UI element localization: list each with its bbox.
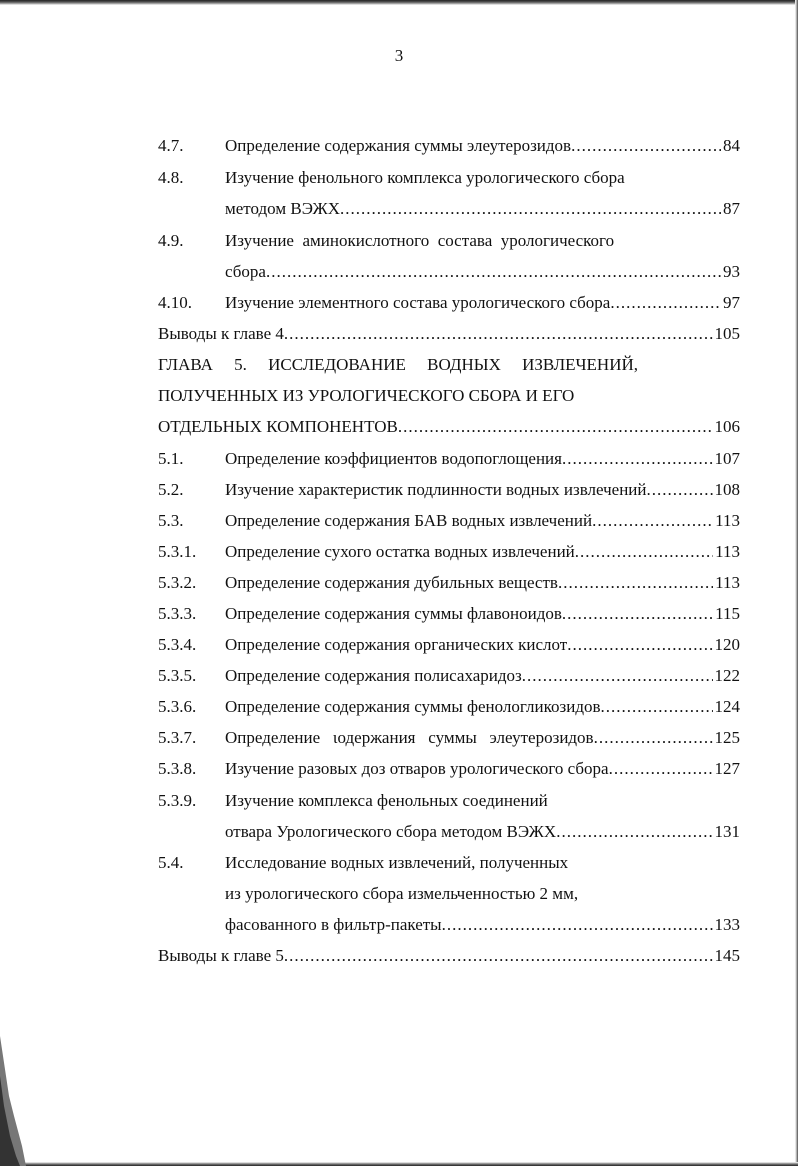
toc-entry-number: 5.3.4. (158, 635, 197, 654)
toc-entry-number: 4.7. (158, 136, 184, 155)
toc-chapter-heading (158, 353, 740, 377)
toc-entry-title: ГЛАВА 5. ИССЛЕДОВАНИЕ ВОДНЫХ ИЗВЛЕЧЕНИЙ, (158, 355, 638, 374)
dot-leader (284, 322, 713, 346)
toc-entry-title: Определение ιодержания суммы элеутерозидов (225, 728, 594, 747)
dot-leader (556, 820, 712, 844)
dot-leader (398, 415, 713, 439)
toc-entry-title: Определение коэффициентов водопоглощения (225, 449, 562, 468)
toc-entry (158, 540, 740, 564)
toc-entry-title: методом ВЭЖХ (225, 199, 340, 218)
toc-entry-number: 5.4. (158, 853, 184, 872)
toc-entry-page: 97 (723, 293, 740, 312)
dot-leader (575, 540, 713, 564)
toc-entry (158, 509, 740, 533)
toc-entry-title: Определение содержания БАВ водных извлечений (225, 511, 593, 530)
toc-entry-number: 4.9. (158, 231, 184, 250)
toc-entry (158, 789, 740, 813)
toc-entry-title: фасованного в фильтр-пакеты (225, 915, 442, 934)
toc-entry-title: Определение содержания органических кислот (225, 635, 568, 654)
toc-entry-continuation (158, 197, 740, 221)
toc-entry-title: Определение содержания суммы элеутерозидов (225, 136, 572, 155)
toc-entry-number: 5.3.9. (158, 791, 197, 810)
toc-entry (158, 166, 740, 190)
toc-entry-title: Изучение элементного состава урологического сбора (225, 293, 611, 312)
toc-entry-title: Определение содержания суммы фенологликозидов (225, 697, 601, 716)
toc-entry-page: 120 (714, 635, 740, 654)
toc-chapter-heading (158, 415, 740, 439)
dot-leader (340, 197, 721, 221)
dot-leader (567, 633, 712, 657)
toc-entry-number: 5.3.3. (158, 604, 197, 623)
toc-entry-number: 5.3.7. (158, 728, 197, 747)
toc-entry (158, 944, 740, 968)
toc-entry-page: 113 (715, 542, 740, 561)
toc-entry-title: Изучение фенольного комплекса урологического сбора (225, 168, 625, 187)
dot-leader (601, 695, 713, 719)
toc-entry-title: ОТДЕЛЬНЫХ КОМПОНЕНТОВ (158, 417, 398, 436)
dot-leader (442, 913, 713, 937)
toc-entry-page: 113 (715, 573, 740, 592)
toc-entry-number: 4.10. (158, 293, 192, 312)
toc-entry-title: Определение содержания дубильных веществ (225, 573, 558, 592)
toc-entry-number: 5.3.2. (158, 573, 197, 592)
toc-entry-page: 105 (714, 324, 740, 343)
toc-entry (158, 322, 740, 346)
toc-entry-page: 125 (714, 728, 740, 747)
toc-entry-title: Определение содержания полисахаридоз (225, 666, 522, 685)
toc-entry (158, 602, 740, 626)
page-number: 3 (394, 46, 404, 65)
dot-leader (284, 944, 713, 968)
dot-leader (592, 509, 713, 533)
toc-entry (158, 571, 740, 595)
toc-entry-title: отвара Урологического сбора методом ВЭЖХ (225, 822, 557, 841)
toc-entry-page: 145 (714, 946, 740, 965)
toc-entry-continuation (158, 820, 740, 844)
toc-entry-page: 127 (714, 759, 740, 778)
toc-entry-page: 107 (714, 449, 740, 468)
toc-entry-page: 84 (723, 136, 740, 155)
toc-entry (158, 229, 740, 253)
dot-leader (610, 291, 721, 315)
toc-entry (158, 695, 740, 719)
toc-entry-number: 5.3.1. (158, 542, 197, 561)
toc-entry (158, 633, 740, 657)
toc-entry-page: 87 (723, 199, 740, 218)
toc-entry-page: 115 (715, 604, 740, 623)
dot-leader (562, 602, 713, 626)
toc-entry-number: 5.3. (158, 511, 184, 530)
toc-entry-title: Изучение комплекса фенольных соединений (225, 791, 548, 810)
toc-entry-title: из урологического сбора измельченностью 2 мм, (225, 884, 579, 903)
toc-entry-page: 113 (715, 511, 740, 530)
toc-entry (158, 851, 740, 875)
dot-leader (647, 478, 713, 502)
toc-entry-number: 4.8. (158, 168, 184, 187)
toc-entry-title: сбора (225, 262, 266, 281)
toc-entry (158, 757, 740, 781)
toc-entry-title: Определение содержания суммы флавоноидов (225, 604, 562, 623)
toc-entry (158, 478, 740, 502)
toc-entry-title: Изучение аминокислотного состава урологического (225, 231, 615, 250)
toc-entry-number: 5.3.5. (158, 666, 197, 685)
toc-entry-page: 108 (714, 480, 740, 499)
toc-entry-page: 124 (714, 697, 740, 716)
toc-entry-title: Изучение разовых доз отваров урологического сбора (225, 759, 609, 778)
toc-entry-title: Выводы к главе 4 (158, 324, 284, 343)
dot-leader (571, 134, 721, 158)
toc-entry (158, 291, 740, 315)
dot-leader (594, 726, 713, 750)
toc-entry (158, 664, 740, 688)
toc-entry-page: 131 (714, 822, 740, 841)
dot-leader (266, 260, 721, 284)
dot-leader (522, 664, 713, 688)
toc-entry-number: 5.3.6. (158, 697, 197, 716)
toc-entry-number: 5.1. (158, 449, 184, 468)
toc-entry-title: Исследование водных извлечений, полученных (225, 853, 569, 872)
toc-entry-page: 122 (714, 666, 740, 685)
toc-entry-title: Определение сухого остатка водных извлечений (225, 542, 575, 561)
dot-leader (558, 571, 713, 595)
dot-leader (562, 447, 713, 471)
toc-chapter-heading (158, 384, 740, 408)
toc-entry (158, 726, 740, 750)
toc-entry-number: 5.3.8. (158, 759, 197, 778)
toc-entry-page: 93 (723, 262, 740, 281)
toc-entry-page: 133 (714, 915, 740, 934)
toc-entry-page: 106 (714, 417, 740, 436)
toc-entry-continuation (158, 913, 740, 937)
toc-entry-continuation (158, 260, 740, 284)
dot-leader (609, 757, 713, 781)
toc-entry-title: ПОЛУЧЕННЫХ ИЗ УРОЛОГИЧЕСКОГО СБОРА И ЕГО (158, 386, 575, 405)
toc-entry (158, 134, 740, 158)
toc-entry-number: 5.2. (158, 480, 184, 499)
toc-entry-title: Выводы к главе 5 (158, 946, 284, 965)
toc-entry-title: Изучение характеристик подлинности водных извлечений (225, 480, 647, 499)
toc-entry-continuation (158, 882, 740, 906)
toc-entry (158, 447, 740, 471)
